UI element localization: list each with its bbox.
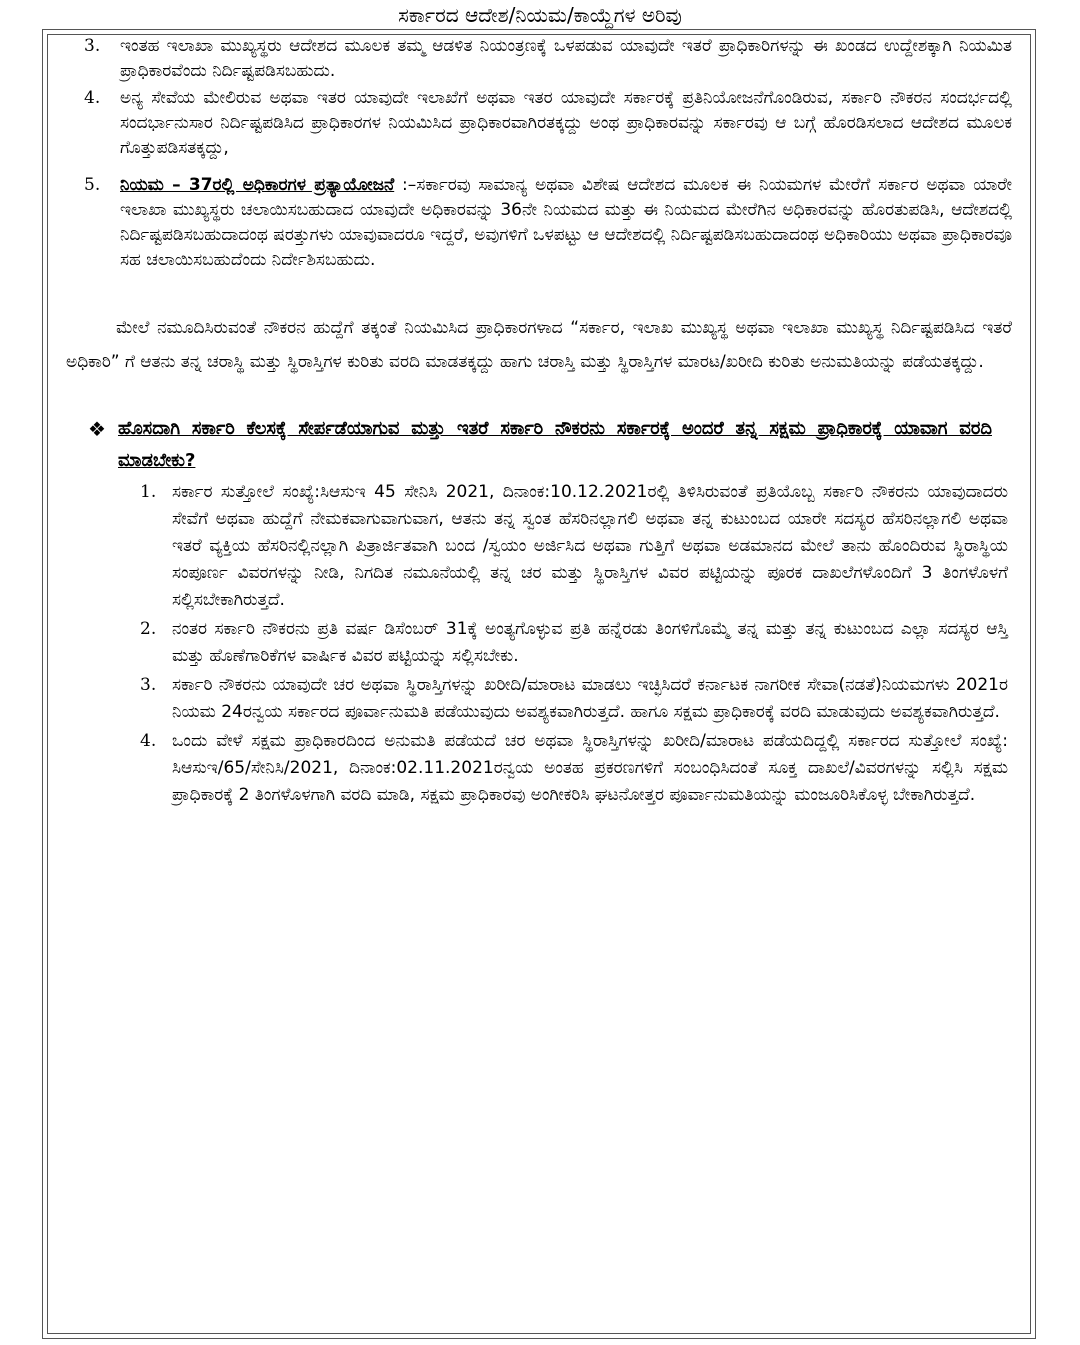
list-item [46,728,1032,809]
item-text: :–ಸರ್ಕಾರವು ಸಾಮಾನ್ಯ ಅಥವಾ ವಿಶೇಷ ಆದೇಶದ ಮೂಲಕ ಈ ನಿಯಮಗಳ ಮೇರೆಗೆ ಸರ್ಕಾರ ಅಥವಾ ಯಾರೇ ಇಲಾಖಾ ಮುಖ್ಯಸ್ಥರು ಚಲಾಯಿಸಬಹುದಾದ ಯಾವುದೇ ಅಧಿಕಾರವನ್ನು 36ನೇ ನಿಯಮದ ಮತ್ತು ಈ ನಿಯಮದ ಮೇರೆಗಿನ ಅಧಿಕಾರವನ್ನು ಹೊರತುಪಡಿಸಿ, ಆದೇಶದಲ್ಲಿ ನಿರ್ದಿಷ್ಟಪಡಿಸಬಹುದಾದಂಥ ಷರತ್ತುಗಳು ಯಾವುವಾದರೂ ಇದ್ದರೆ, ಅವುಗಳಿಗೆ ಒಳಪಟ್ಟು ಆ ಆದೇಶದಲ್ಲಿ ನಿರ್ದಿಷ್ಟಪಡಿಸಬಹುದಾದಂಥ ಅಧಿಕಾರಿಯು ಅಥವಾ ಪ್ರಾಧಿಕಾರವೂ ಸಹ ಚಲಾಯಿಸಬಹುದೆಂದು ನಿರ್ದೇಶಿಸಬಹುದು. [120,175,1012,270]
item-text: ಸರ್ಕಾರಿ ನೌಕರನು ಯಾವುದೇ ಚರ ಅಥವಾ ಸ್ಥಿರಾಸ್ತಿಗಳನ್ನು ಖರೀದಿ/ಮಾರಾಟ ಮಾಡಲು ಇಚ್ಛಿಸಿದರೆ ಕರ್ನಾಟಕ ನಾಗರೀಕ ಸೇವಾ(ನಡತೆ)ನಿಯಮಗಳು 2021ರ ನಿಯಮ 24ರನ್ವಯ ಸರ್ಕಾರದ ಪೂರ್ವಾನುಮತಿ ಪಡೆಯುವುದು ಅವಶ್ಯಕವಾಗಿರುತ್ತದೆ. ಹಾಗೂ ಸಕ್ಷಮ ಪ್ರಾಧಿಕಾರಕ್ಕೆ ವರದಿ ಮಾಡುವುದು ಅವಶ್ಯಕವಾಗಿರುತ್ತದೆ. [172,675,1008,722]
section-title: ಹೊಸದಾಗಿ ಸರ್ಕಾರಿ ಕೆಲಸಕ್ಕೆ ಸೇರ್ಪಡೆಯಾಗುವ ಮತ್ತು ಇತರೆ ಸರ್ಕಾರಿ ನೌಕರನು ಸರ್ಕಾರಕ್ಕೆ ಅಂದರೆ ತನ್ನ ಸಕ್ಷಮ ಪ್ರಾಧಿಕಾರಕ್ಕೆ ಯಾವಾಗ ವರದಿ ಮಾಡಬೇಕು? [118,418,992,471]
item-number: 3. [84,36,101,56]
diamond-bullet-icon: ❖ [88,417,106,441]
list-item [46,616,1032,670]
list-item [46,86,1032,161]
item-text: ಸರ್ಕಾರ ಸುತ್ತೋಲೆ ಸಂಖ್ಯೆ:ಸಿಆಸುಇ 45 ಸೇನಿಸಿ 2021, ದಿನಾಂಕ:10.12.2021ರಲ್ಲಿ ತಿಳಿಸಿರುವಂತೆ ಪ್ರತಿಯೊಬ್ಬ ಸರ್ಕಾರಿ ನೌಕರನು ಯಾವುದಾದರು ಸೇವೆಗೆ ಅಥವಾ ಹುದ್ದೆಗೆ ನೇಮಕವಾಗುವಾಗುವಾಗ, ಆತನು ತನ್ನ ಸ್ವಂತ ಹೆಸರಿನಲ್ಲಾಗಲಿ ಅಥವಾ ತನ್ನ ಕುಟುಂಬದ ಯಾರೇ ಸದಸ್ಯರ ಹೆಸರಿನಲ್ಲಾಗಲಿ ಅಥವಾ ಇತರೆ ವ್ಯಕ್ತಿಯ ಹೆಸರಿನಲ್ಲಿನಲ್ಲಾಗಿ ಪಿತ್ರಾರ್ಜಿತವಾಗಿ ಬಂದ /ಸ್ವಯಂ ಅರ್ಜಿಸಿದ ಅಥವಾ ಗುತ್ತಿಗೆ ಅಥವಾ ಅಡಮಾನದ ಮೇಲೆ ತಾನು ಹೊಂದಿರುವ ಸ್ಥಿರಾಸ್ಥಿಯ ಸಂಪೂರ್ಣ ವಿವರಗಳನ್ನು ನೀಡಿ, ನಿಗದಿತ ನಮೂನೆಯಲ್ಲಿ ತನ್ನ ಚರ ಮತ್ತು ಸ್ಥಿರಾಸ್ತಿಗಳ ವಿವರ ಪಟ್ಟಿಯನ್ನು ಪೂರಕ ದಾಖಲೆಗಳೊಂದಿಗೆ 3 ತಿಂಗಳೊಳಗೆ ಸಲ್ಲಿಸಬೇಕಾಗಿರುತ್ತದೆ. [172,482,1008,610]
item-text: ಒಂದು ವೇಳೆ ಸಕ್ಷಮ ಪ್ರಾಧಿಕಾರದಿಂದ ಅನುಮತಿ ಪಡೆಯದೆ ಚರ ಅಥವಾ ಸ್ಥಿರಾಸ್ತಿಗಳನ್ನು ಖರೀದಿ/ಮಾರಾಟ ಪಡೆಯದಿದ್ದಲ್ಲಿ ಸರ್ಕಾರದ ಸುತ್ತೋಲೆ ಸಂಖ್ಯೆ: ಸಿಆಸುಇ/65/ಸೇನಿಸಿ/2021, ದಿನಾಂಕ:02.11.2021ರನ್ವಯ ಅಂತಹ ಪ್ರಕರಣಗಳಿಗೆ ಸಂಬಂಧಿಸಿದಂತೆ ಸೂಕ್ತ ದಾಖಲೆ/ವಿವರಗಳನ್ನು ಸಲ್ಲಿಸಿ ಸಕ್ಷಮ ಪ್ರಾಧಿಕಾರಕ್ಕೆ 2 ತಿಂಗಳೊಳಗಾಗಿ ವರದಿ ಮಾಡಿ, ಸಕ್ಷಮ ಪ್ರಾಧಿಕಾರವು ಅಂಗೀಕರಿಸಿ ಘಟನೋತ್ತರ ಪೂರ್ವಾನುಮತಿಯನ್ನು ಮಂಜೂರಿಸಿಕೊಳ್ಳ ಬೇಕಾಗಿರುತ್ತದೆ. [172,731,1008,805]
rule-37-title: ನಿಯಮ – 37ರಲ್ಲಿ ಅಧಿಕಾರಗಳ ಪ್ರತ್ಯಾಯೋಜನೆ [120,175,395,195]
section-heading [46,413,1032,477]
list-item [46,479,1032,614]
page-title: ಸರ್ಕಾರದ ಆದೇಶ/ನಿಯಮ/ಕಾಯ್ದೆಗಳ ಅರಿವು [398,3,682,27]
list-item [46,34,1032,84]
item-text: ನಂತರ ಸರ್ಕಾರಿ ನೌಕರನು ಪ್ರತಿ ವರ್ಷ ಡಿಸೆಂಬರ್ 31ಕ್ಕೆ ಅಂತ್ಯಗೊಳ್ಳುವ ಪ್ರತಿ ಹನ್ನೆರಡು ತಿಂಗಳಿಗೊಮ್ಮೆ ತನ್ನ ಮತ್ತು ತನ್ನ ಕುಟುಂಬದ ಎಲ್ಲಾ ಸದಸ್ಯರ ಆಸ್ತಿ ಮತ್ತು ಹೊಣೆಗಾರಿಕೆಗಳ ವಾರ್ಷಿಕ ವಿವರ ಪಟ್ಟಿಯನ್ನು ಸಲ್ಲಿಸಬೇಕು. [172,619,1008,666]
body-paragraph: ಮೇಲೆ ನಮೂದಿಸಿರುವಂತೆ ನೌಕರನ ಹುದ್ದೆಗೆ ತಕ್ಕಂತೆ ನಿಯಮಿಸಿದ ಪ್ರಾಧಿಕಾರಗಳಾದ “ಸರ್ಕಾರ, ಇಲಾಖ ಮುಖ್ಯಸ್ಥ ಅಥವಾ ಇಲಾಖಾ ಮುಖ್ಯಸ್ಥ ನಿರ್ದಿಷ್ಟಪಡಿಸಿದ ಇತರೆ ಅಧಿಕಾರಿ” ಗೆ ಆತನು ತನ್ನ ಚರಾಸ್ಥಿ ಮತ್ತು ಸ್ಥಿರಾಸ್ತಿಗಳ ಕುರಿತು ವರದಿ ಮಾಡತಕ್ಕದ್ದು ಹಾಗು ಚರಾಸ್ತಿ ಮತ್ತು ಸ್ಥಿರಾಸ್ತಿಗಳ ಮಾರಟ/ಖರೀದಿ ಕುರಿತು ಅನುಮತಿಯನ್ನು ಪಡೆಯತಕ್ಕದ್ದು. [66,318,1012,372]
item-text: ಇಂತಹ ಇಲಾಖಾ ಮುಖ್ಯಸ್ಥರು ಆದೇಶದ ಮೂಲಕ ತಮ್ಮ ಆಡಳಿತ ನಿಯಂತ್ರಣಕ್ಕೆ ಒಳಪಡುವ ಯಾವುದೇ ಇತರೆ ಪ್ರಾಧಿಕಾರಿಗಳನ್ನು ಈ ಖಂಡದ ಉದ್ದೇಶಕ್ಕಾಗಿ ನಿಯಮಿತ ಪ್ರಾಧಿಕಾರವೆಂದು ನಿರ್ದಿಷ್ಟಪಡಿಸಬಹುದು. [120,36,1012,81]
item-number: 1. [140,482,157,502]
list-item [46,672,1032,726]
item-number: 4. [140,731,157,751]
item-number: 5. [84,175,101,195]
document-body [46,34,1032,809]
item-number: 2. [140,619,157,639]
item-text: ಅನ್ಯ ಸೇವೆಯ ಮೇಲಿರುವ ಅಥವಾ ಇತರ ಯಾವುದೇ ಇಲಾಖೆಗೆ ಅಥವಾ ಇತರ ಯಾವುದೇ ಸರ್ಕಾರಕ್ಕೆ ಪ್ರತಿನಿಯೋಜನೆಗೊಂಡಿರುವ, ಸರ್ಕಾರಿ ನೌಕರನ ಸಂದರ್ಭದಲ್ಲಿ ಸಂದರ್ಭಾನುಸಾರ ನಿರ್ದಿಷ್ಟಪಡಿಸಿದ ಪ್ರಾಧಿಕಾರಗಳ ನಿಯಮಿಸಿದ ಪ್ರಾಧಿಕಾರವಾಗಿರತಕ್ಕದ್ದು ಅಂಥ ಪ್ರಾಧಿಕಾರವನ್ನು ಸರ್ಕಾರವು ಆ ಬಗ್ಗೆ ಹೊರಡಿಸಲಾದ ಆದೇಶದ ಮೂಲಕ ಗೊತ್ತುಪಡಿಸತಕ್ಕದ್ದು, [120,88,1012,158]
item-number: 4. [84,88,101,108]
item-number: 3. [140,675,157,695]
rule-37-item [46,173,1032,273]
